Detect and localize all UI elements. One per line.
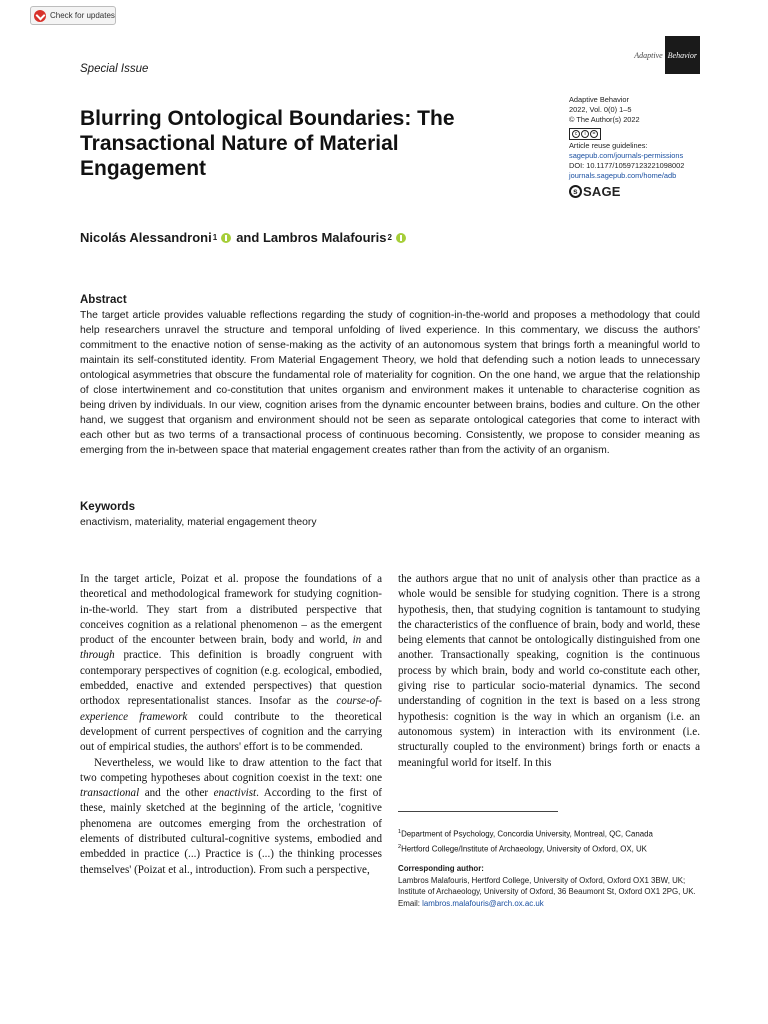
corresponding-author-address: Lambros Malafouris, Hertford College, University of Oxford, Oxford OX1 3BW, UK; Institute of Archaeology, University of Oxford, 36 Beaumont St, Oxford OX1 2PG, UK. [398, 876, 696, 897]
orcid-icon[interactable] [396, 233, 406, 243]
journal-logo-text-2: Behavior [665, 36, 700, 74]
body-paragraph: In the target article, Poizat et al. propose the foundations of a theoretical and methodological framework for studying cognition-in-the-world. They start from a distributed perspective that conceives cognition as a relational phenomenon – as the emergent product of the encounter between brain, body and world, in and through practice. This definition is broadly congruent with contemporary perspectives of cognition (e.g. ecological, embodied, embedded, enactive and extended perspectives) that question orthodox representationalist stances. Insofar as the course-of-experience framework could contribute to the theoretical development of current perspectives of cognition and the carrying out of empirical studies, the authors' effort is to be commended. [80, 573, 382, 754]
sage-icon: s [569, 185, 582, 198]
keywords-text: enactivism, materiality, material engagement theory [80, 517, 317, 528]
journal-logo-text-1: Adaptive [634, 50, 663, 60]
corresponding-author-heading: Corresponding author: [398, 864, 484, 873]
check-updates-label: Check for updates [50, 11, 115, 20]
sage-logo [569, 185, 709, 198]
journal-logo [634, 36, 700, 74]
affiliations [398, 826, 708, 855]
affiliation-1: $^1$Department of Psychology, Concordia University, Montreal, QC, Canada [398, 829, 653, 839]
email-link[interactable]: lambros.malafouris@arch.ox.ac.uk [422, 898, 544, 908]
body-column-left [80, 572, 382, 878]
doi[interactable]: DOI: 10.1177/10597123221098002 [569, 161, 685, 171]
special-issue-label: Special Issue [80, 63, 149, 75]
footnote-divider [398, 811, 558, 812]
author-list [80, 230, 411, 245]
creative-commons-icon: c i = [569, 128, 601, 140]
publisher-name: SAGE [583, 183, 621, 199]
copyright: © The Author(s) 2022 [569, 115, 640, 125]
affiliation-2: $^2$Hertford College/Institute of Archaeology, University of Oxford, OX, UK [398, 843, 647, 854]
affiliation-marker: 1 [212, 233, 218, 242]
journal-home-link[interactable]: journals.sagepub.com/home/adb [569, 171, 677, 181]
affiliation-marker: 2 [387, 233, 392, 242]
keywords-heading: Keywords [80, 501, 135, 513]
body-column-right [398, 572, 700, 771]
abstract-heading: Abstract [80, 294, 127, 306]
volume-info: 2022, Vol. 0(0) 1–5 [569, 105, 632, 115]
author-name: Lambros Malafouris [262, 230, 387, 245]
corresponding-author-info [398, 875, 706, 909]
reuse-link[interactable]: sagepub.com/journals-permissions [569, 150, 684, 160]
check-for-updates-button[interactable] [30, 6, 116, 25]
check-updates-icon [34, 10, 46, 22]
body-paragraph: Nevertheless, we would like to draw attention to the fact that two competing hypotheses about cognition coexist in the text: one transactional and the other enactivist. According to the first of these, mainly sketched at the beginning of the article, 'cognitive phenomena are outcomes emerging from the orchestration of elements of distributed cultural-cognitive systems, embodied and embedded in practice (...) Practice is (...) the thinking processes themselves' (Poizat et al., introduction). From such a perspective, [80, 756, 382, 876]
author-name: Nicolás Alessandroni [80, 230, 212, 245]
journal-name: Adaptive Behavior [569, 95, 629, 104]
email-line: Email: lambros.malafouris@arch.ox.ac.uk [398, 898, 544, 908]
orcid-icon[interactable] [221, 233, 231, 243]
author-connector: and [236, 230, 260, 245]
abstract-text: The target article provides valuable reflections regarding the study of cognition-in-the-world and proposes a methodology that could help researchers unravel the structure and temporal unfolding of lived experience. In this commentary, we discuss the authors' commitment to the enactive notion of sense-making as the activity of an autonomous system that brings forth a meaningful world to maintain its self-constituted identity. From Material Engagement Theory, we hold that defending such a notion leads to unnecessary ontological asymmetries that obscure the fundamental role of materiality for cognition. On the one hand, we argue that the relationship of close intertwinement and co-constitution that unites organism and environment makes it untenable to characterise cognition as being driven by individuals. In our view, cognition arises from the dynamic encounter between brains, bodies and culture. On the other hand, we suggest that organism and environment should not be seen as separate ontological categories that come to interact with each other but as two terms of a transactional process of continuous becoming. Consistently, we propose to consider meaning as emerging from the in-between space that material engagement creates rather than from the activity of an organism. [80, 310, 700, 456]
body-paragraph: the authors argue that no unit of analysis other than practice as a whole would be sensible for studying cognition. There is a strong hypothesis, then, that studying cognition is tantamount to studying the characteristics of the confluence of brain, body and world, these being elements that cannot be ontologically distinguished from one another. Transactionally speaking, cognition is the continuous process by which brain, body and world co-constitute each other, giving rise to particular socio-material dynamics. The second understanding of cognition in the text is based on a less strong hypothesis: cognition is the way in which an organism (i.e. an autonomous system) in interaction with its environment (i.e. structurally coupled to the environment) brings forth or enacts a meaningful world for itself. In this [398, 573, 700, 769]
article-title: Blurring Ontological Boundaries: The Transactional Nature of Material Engagement [80, 107, 455, 180]
reuse-label: Article reuse guidelines: [569, 140, 648, 150]
publication-metadata [569, 95, 709, 198]
